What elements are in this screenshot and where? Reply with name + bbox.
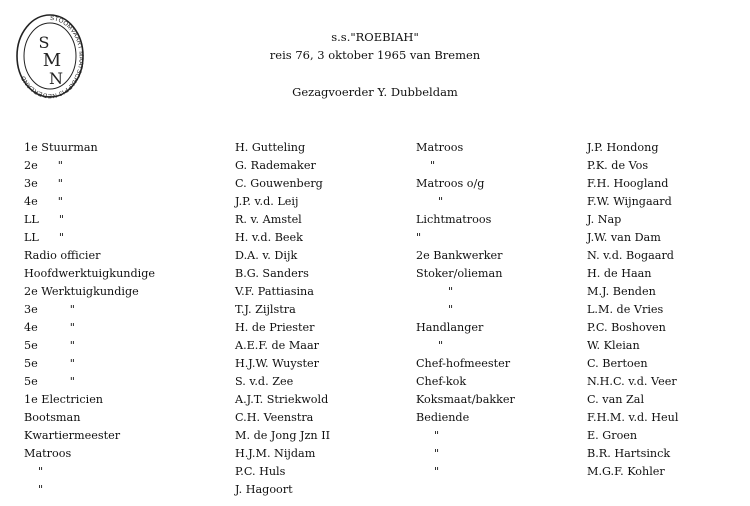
name-row-text: J. Nap: [587, 213, 622, 226]
rank-row: [24, 373, 229, 391]
name-row-text: H. Gutteling: [235, 141, 306, 154]
name-row-text: J. Hagoort: [235, 483, 293, 496]
name-row: [587, 229, 747, 247]
rank-row-text: Lichtmatroos: [416, 213, 492, 226]
name-row: [235, 427, 415, 445]
name-row: [235, 157, 415, 175]
ditto-mark: ": [57, 195, 63, 208]
name-row-text: F.H. Hoogland: [587, 177, 669, 190]
ditto-mark: ": [438, 195, 444, 208]
name-row-text: T.J. Zijlstra: [235, 303, 296, 316]
logo-letter-s: S: [38, 33, 50, 52]
name-row-text: H. de Haan: [587, 267, 652, 280]
name-row-text: F.H.M. v.d. Heul: [587, 411, 679, 424]
name-row-text: H.J.W. Wuyster: [235, 357, 319, 370]
name-row-text: J.P. Hondong: [587, 141, 659, 154]
rank-row: [416, 175, 586, 193]
rank-row-text: 3e: [24, 303, 38, 316]
name-row: [235, 355, 415, 373]
rank-row-text: LL: [24, 231, 39, 244]
rank-row: [24, 301, 229, 319]
name-row: [235, 265, 415, 283]
name-row: [587, 409, 747, 427]
rank-row: [24, 139, 229, 157]
rank-row: [24, 247, 229, 265]
name-row: [587, 247, 747, 265]
logo-letter-n: N: [49, 69, 63, 88]
name-row: [235, 247, 415, 265]
ditto-mark: ": [69, 375, 75, 388]
name-row: [587, 391, 747, 409]
name-row: [235, 391, 415, 409]
name-row: [235, 211, 415, 229]
ditto-mark: ": [434, 429, 440, 442]
ditto-mark: ": [448, 285, 454, 298]
ditto-mark: ": [434, 465, 440, 478]
rank-row: [416, 139, 586, 157]
ranks-right-column: [416, 139, 586, 481]
rank-row-text: Bootsman: [24, 411, 81, 424]
rank-row: [24, 175, 229, 193]
ditto-mark: ": [434, 447, 440, 460]
ditto-mark: ": [58, 231, 65, 244]
logo-letter-m: M: [42, 50, 62, 71]
rank-row-text: 2e: [24, 159, 38, 172]
name-row-text: E. Groen: [587, 429, 638, 442]
rank-row-text: 2e Werktuigkundige: [24, 285, 139, 298]
ditto-mark: ": [69, 321, 75, 334]
name-row-text: N. v.d. Bogaard: [587, 249, 674, 262]
rank-row-text: 1e Stuurman: [24, 141, 98, 154]
rank-row: [416, 211, 586, 229]
rank-row-text: Handlanger: [416, 321, 484, 334]
rank-row-text: 4e: [24, 195, 38, 208]
name-row-text: F.W. Wijngaard: [587, 195, 672, 208]
rank-row: [24, 211, 229, 229]
rank-row-text: Hoofdwerktuigkundige: [24, 267, 156, 280]
names-left-column: [235, 139, 415, 499]
ditto-mark: ": [69, 303, 75, 316]
name-row-text: S. v.d. Zee: [235, 375, 294, 388]
name-row: [587, 193, 747, 211]
rank-row-text: Radio officier: [24, 249, 101, 262]
rank-row: [416, 391, 586, 409]
ditto-mark: ": [38, 483, 44, 496]
name-row: [587, 175, 747, 193]
rank-row: [24, 337, 229, 355]
ditto-mark: ": [448, 303, 454, 316]
captain-line: Gezagvoerder Y. Dubbeldam: [292, 85, 458, 99]
rank-row: [416, 265, 586, 283]
name-row: [235, 337, 415, 355]
ranks-left-column: [24, 139, 229, 499]
rank-row: [416, 463, 586, 481]
name-row: [587, 427, 747, 445]
rank-row-text: Matroos: [24, 447, 72, 460]
name-row-text: B.G. Sanders: [235, 267, 309, 280]
name-row: [235, 139, 415, 157]
rank-row: [24, 427, 229, 445]
rank-row-text: 4e: [24, 321, 38, 334]
name-row: [587, 211, 747, 229]
rank-row: [416, 427, 586, 445]
name-row: [587, 445, 747, 463]
name-row: [587, 355, 747, 373]
name-row-text: W. Kleian: [587, 339, 640, 352]
logo-ring-text: STOOMVAART MAATSCHAPPIJ NEDERLAND: [19, 14, 85, 100]
name-row: [235, 319, 415, 337]
ditto-mark: ": [416, 231, 422, 244]
name-row-text: A.E.F. de Maar: [235, 339, 319, 352]
rank-row: [416, 301, 586, 319]
name-row-text: P.C. Huls: [235, 465, 286, 478]
rank-row: [24, 463, 229, 481]
name-row-text: V.F. Pattiasina: [235, 285, 314, 298]
names-right-column: [587, 139, 747, 481]
rank-row-text: Matroos o/g: [416, 177, 485, 190]
rank-row-text: 3e: [24, 177, 38, 190]
name-row-text: N.H.C. v.d. Veer: [587, 375, 677, 388]
name-row: [587, 337, 747, 355]
rank-row-text: 5e: [24, 339, 38, 352]
rank-row: [24, 157, 229, 175]
name-row-text: G. Rademaker: [235, 159, 316, 172]
ditto-mark: ": [69, 339, 75, 352]
name-row-text: R. v. Amstel: [235, 213, 302, 226]
name-row: [587, 463, 747, 481]
name-row: [235, 481, 415, 499]
ditto-mark: ": [430, 159, 436, 172]
name-row: [235, 175, 415, 193]
rank-row-text: 2e Bankwerker: [416, 249, 503, 262]
ditto-mark: ": [57, 159, 63, 172]
name-row: [235, 445, 415, 463]
name-row: [587, 157, 747, 175]
rank-row-text: LL: [24, 213, 39, 226]
rank-row-text: Stoker/olieman: [416, 267, 503, 280]
ditto-mark: ": [38, 465, 44, 478]
ditto-mark: ": [438, 339, 444, 352]
rank-row: [416, 319, 586, 337]
name-row: [235, 193, 415, 211]
name-row-text: H. de Priester: [235, 321, 315, 334]
name-row: [587, 301, 747, 319]
rank-row: [416, 337, 586, 355]
rank-row: [416, 157, 586, 175]
name-row-text: D.A. v. Dijk: [235, 249, 298, 262]
name-row-text: P.C. Boshoven: [587, 321, 666, 334]
name-row-text: C. van Zal: [587, 393, 645, 406]
name-row-text: J.W. van Dam: [587, 231, 661, 244]
rank-row: [416, 355, 586, 373]
rank-row: [416, 445, 586, 463]
name-row-text: B.R. Hartsinck: [587, 447, 671, 460]
rank-row-text: Chef-kok: [416, 375, 467, 388]
rank-row: [24, 409, 229, 427]
rank-row: [416, 409, 586, 427]
rank-row-text: Koksmaat/bakker: [416, 393, 515, 406]
name-row-text: J.P. v.d. Leij: [235, 195, 299, 208]
rank-row-text: Kwartiermeester: [24, 429, 121, 442]
rank-row: [416, 193, 586, 211]
name-row-text: A.J.T. Striekwold: [235, 393, 329, 406]
name-row-text: M.G.F. Kohler: [587, 465, 665, 478]
ship-name: s.s."ROEBIAH": [331, 30, 419, 44]
name-row: [235, 409, 415, 427]
name-row: [587, 139, 747, 157]
rank-row: [24, 355, 229, 373]
rank-row-text: Chef-hofmeester: [416, 357, 511, 370]
name-row: [587, 283, 747, 301]
name-row: [235, 301, 415, 319]
name-row-text: C. Bertoen: [587, 357, 648, 370]
ditto-mark: ": [57, 177, 63, 190]
rank-row: [24, 265, 229, 283]
name-row-text: C. Gouwenberg: [235, 177, 323, 190]
name-row-text: P.K. de Vos: [587, 159, 649, 172]
rank-row: [24, 229, 229, 247]
rank-row: [24, 481, 229, 499]
rank-row: [24, 445, 229, 463]
name-row: [235, 283, 415, 301]
name-row-text: H. v.d. Beek: [235, 231, 303, 244]
rank-row: [24, 283, 229, 301]
name-row-text: M. de Jong Jzn II: [235, 429, 331, 442]
rank-row: [24, 391, 229, 409]
name-row: [587, 319, 747, 337]
rank-row: [416, 283, 586, 301]
name-row-text: L.M. de Vries: [587, 303, 664, 316]
name-row: [235, 229, 415, 247]
rank-row-text: Matroos: [416, 141, 464, 154]
rank-row: [24, 319, 229, 337]
name-row: [235, 373, 415, 391]
name-row-text: H.J.M. Nijdam: [235, 447, 316, 460]
rank-row-text: Bediende: [416, 411, 470, 424]
rank-row: [416, 229, 586, 247]
rank-row: [416, 247, 586, 265]
rank-row-text: 5e: [24, 357, 38, 370]
name-row: [235, 463, 415, 481]
name-row-text: C.H. Veenstra: [235, 411, 314, 424]
ditto-mark: ": [58, 213, 65, 226]
voyage-line: reis 76, 3 oktober 1965 van Bremen: [269, 48, 481, 62]
rank-row-text: 5e: [24, 375, 38, 388]
name-row: [587, 373, 747, 391]
name-row: [587, 265, 747, 283]
name-row-text: M.J. Benden: [587, 285, 656, 298]
rank-row: [416, 373, 586, 391]
rank-row: [24, 193, 229, 211]
rank-row-text: 1e Electricien: [24, 393, 104, 406]
ditto-mark: ": [69, 357, 75, 370]
